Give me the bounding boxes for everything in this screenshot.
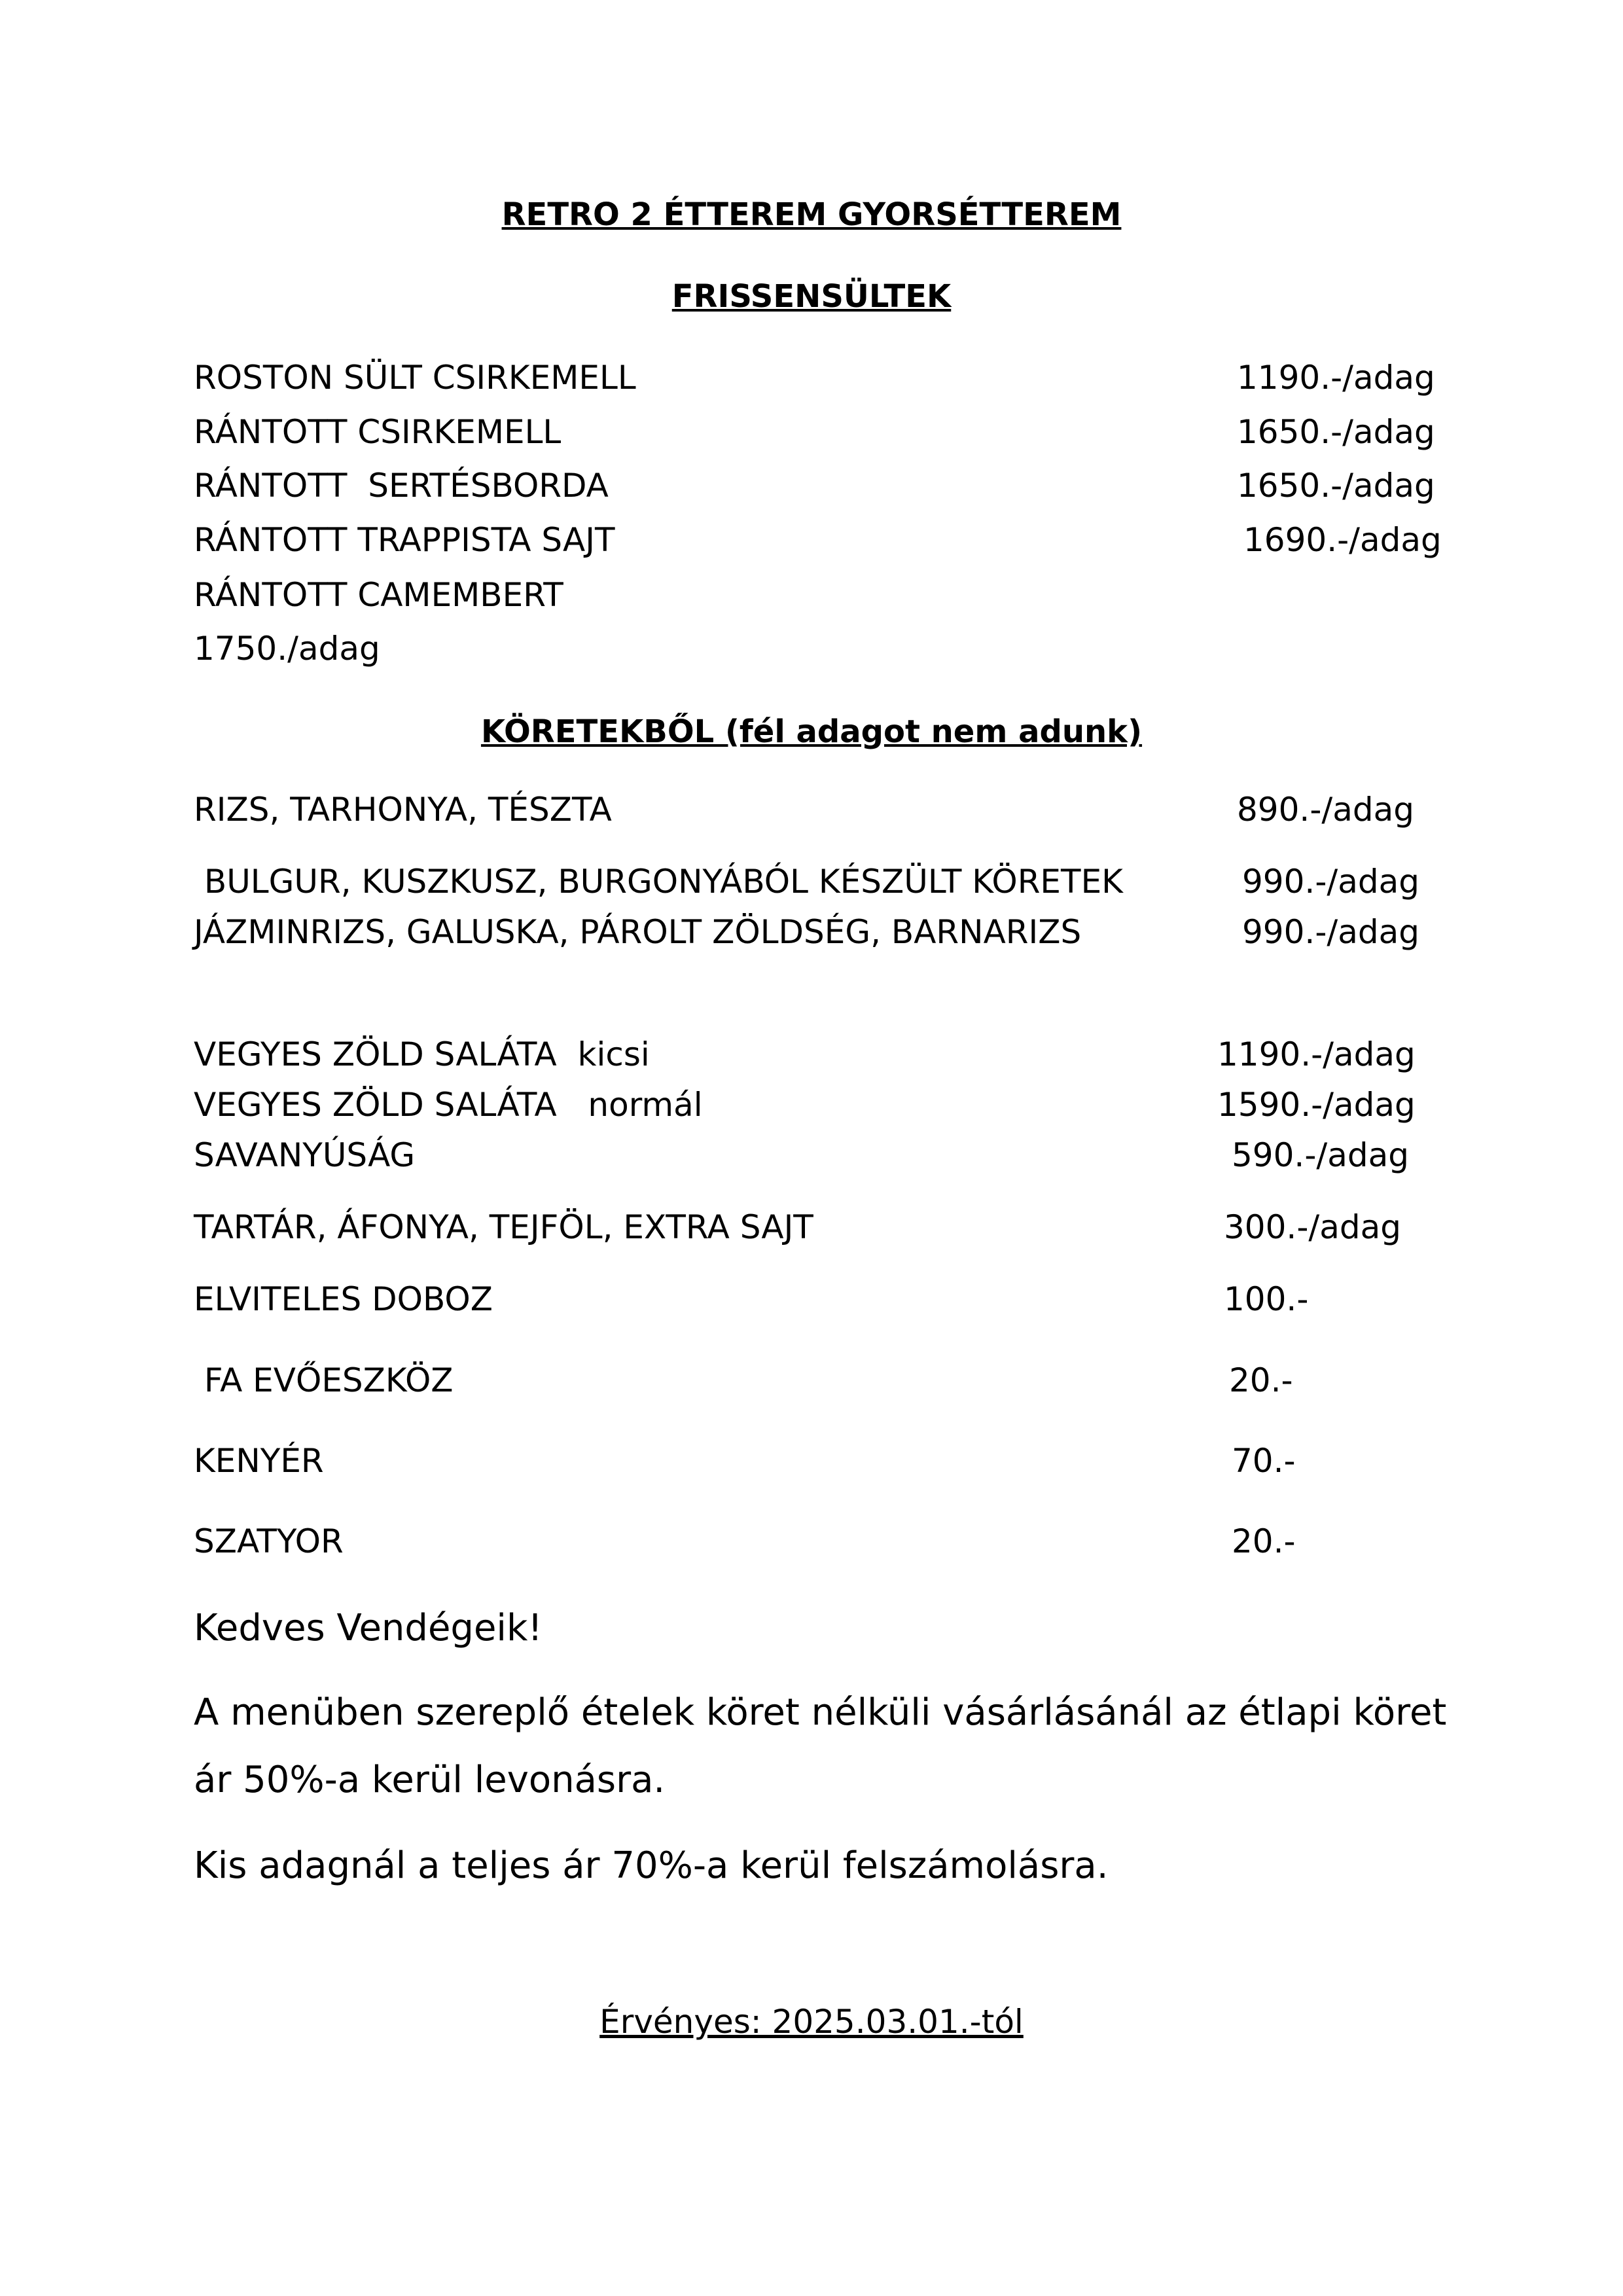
menu-item-name: RÁNTOTT CAMEMBERT bbox=[194, 576, 563, 614]
menu-item-price: 20.- bbox=[1229, 1361, 1293, 1399]
notice-line: ár 50%-a kerül levonásra. bbox=[194, 1759, 666, 1801]
menu-item-price: 1690.-/adag bbox=[1243, 521, 1442, 559]
menu-item-price: 1190.-/adag bbox=[1217, 1035, 1416, 1073]
menu-item-name: ROSTON SÜLT CSIRKEMELL bbox=[194, 359, 636, 397]
validity-footer: Érvényes: 2025.03.01.-tól bbox=[599, 2003, 1024, 2041]
menu-item-name: ELVITELES DOBOZ bbox=[194, 1280, 493, 1318]
menu-item-price: 300.-/adag bbox=[1224, 1208, 1401, 1246]
menu-item-name: JÁZMINRIZS, GALUSKA, PÁROLT ZÖLDSÉG, BARNARIZS bbox=[194, 913, 1082, 951]
menu-item-name: RÁNTOTT CSIRKEMELL bbox=[194, 413, 562, 451]
menu-item-price: 1750./adag bbox=[194, 630, 380, 668]
menu-item-name: BULGUR, KUSZKUSZ, BURGONYÁBÓL KÉSZÜLT KÖRETEK bbox=[194, 863, 1123, 901]
menu-item-name: FA EVŐESZKÖZ bbox=[194, 1361, 454, 1399]
menu-item-name: TARTÁR, ÁFONYA, TEJFÖL, EXTRA SAJT bbox=[194, 1208, 813, 1246]
notice-line: Kis adagnál a teljes ár 70%-a kerül felszámolásra. bbox=[194, 1844, 1109, 1887]
notice-line: A menüben szereplő ételek köret nélküli vásárlásánál az étlapi köret bbox=[194, 1691, 1447, 1734]
menu-item-name: VEGYES ZÖLD SALÁTA normál bbox=[194, 1086, 703, 1124]
menu-item-name: RÁNTOTT TRAPPISTA SAJT bbox=[194, 521, 615, 559]
menu-item-name: SAVANYÚSÁG bbox=[194, 1136, 416, 1174]
menu-item-name: SZATYOR bbox=[194, 1522, 344, 1560]
menu-item-price: 1190.-/adag bbox=[1237, 359, 1435, 397]
menu-item-price: 1590.-/adag bbox=[1217, 1086, 1416, 1124]
menu-item-price: 590.-/adag bbox=[1232, 1136, 1409, 1174]
menu-item-name: VEGYES ZÖLD SALÁTA kicsi bbox=[194, 1035, 650, 1073]
menu-item-price: 990.-/adag bbox=[1242, 863, 1419, 901]
menu-item-price: 890.-/adag bbox=[1237, 791, 1414, 829]
menu-item-name: KENYÉR bbox=[194, 1442, 324, 1480]
menu-item-price: 20.- bbox=[1232, 1522, 1296, 1560]
menu-item-price: 1650.-/adag bbox=[1237, 413, 1435, 451]
menu-item-name: RIZS, TARHONYA, TÉSZTA bbox=[194, 791, 612, 829]
menu-item-price: 100.- bbox=[1224, 1280, 1309, 1318]
menu-item-price: 1650.-/adag bbox=[1237, 467, 1435, 505]
menu-item-name: RÁNTOTT SERTÉSBORDA bbox=[194, 467, 609, 505]
notice-greeting: Kedves Vendégeik! bbox=[194, 1607, 543, 1649]
menu-item-price: 990.-/adag bbox=[1242, 913, 1419, 951]
section-heading-koretek: KÖRETEKBŐL (fél adagot nem adunk) bbox=[480, 713, 1143, 750]
restaurant-title: RETRO 2 ÉTTEREM GYORSÉTTEREM bbox=[501, 196, 1122, 233]
section-heading-frissensultek: FRISSENSÜLTEK bbox=[671, 278, 952, 315]
menu-item-price: 70.- bbox=[1232, 1442, 1296, 1480]
